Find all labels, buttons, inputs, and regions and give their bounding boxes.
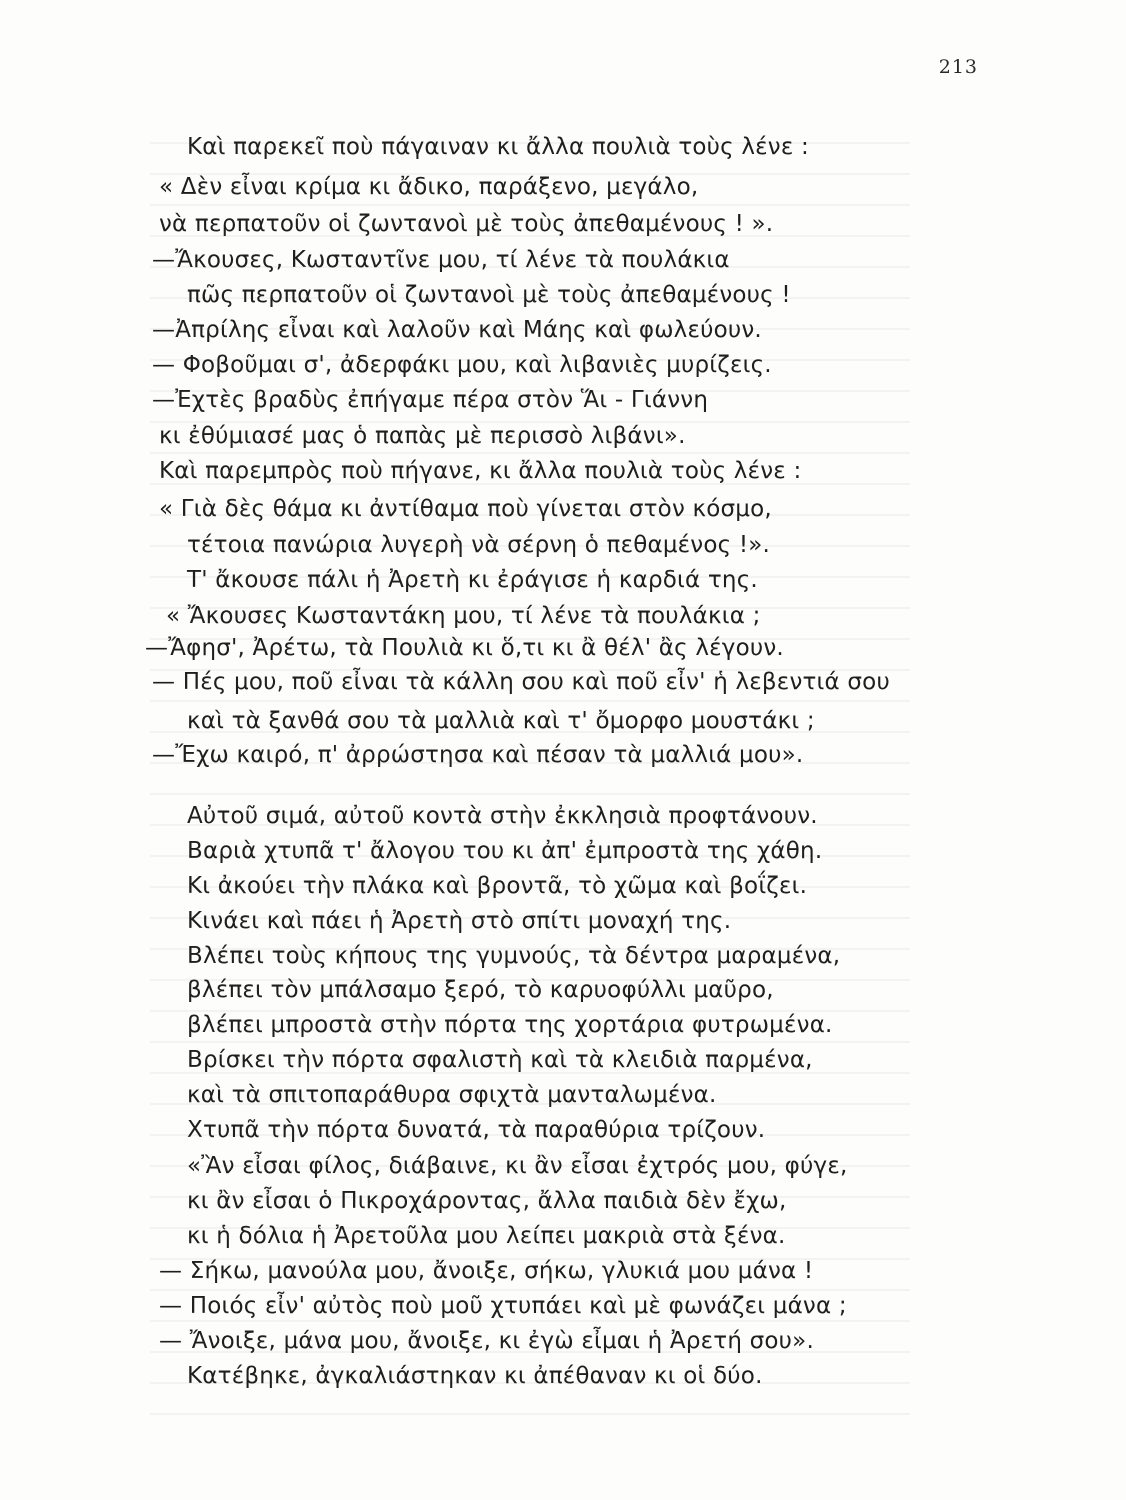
- verse-line: «Ἂν εἶσαι φίλος, διάβαινε, κι ἂν εἶσαι ἐχτρός μου, φύγε,: [187, 1153, 848, 1179]
- verse-line: « Ἄκουσες Κωσταντάκη μου, τί λένε τὰ πουλάκια ;: [166, 603, 761, 629]
- verse-line: Βαριὰ χτυπᾶ τ' ἄλογου του κι ἀπ' ἐμπροστὰ της χάθη.: [187, 838, 823, 864]
- verse-line: Κινάει καὶ πάει ἡ Ἀρετὴ στὸ σπίτι μοναχή της.: [187, 908, 732, 934]
- page-number: 213: [938, 56, 978, 78]
- verse-line: βλέπει τὸν μπάλσαμο ξερό, τὸ καρυοφύλλι μαῦρο,: [187, 977, 774, 1003]
- verse-line: — Πές μου, ποῦ εἶναι τὰ κάλλη σου καὶ ποῦ εἶν' ἡ λεβεντιά σου: [152, 669, 890, 695]
- verse-line: κι ἐθύμιασέ μας ὁ παπὰς μὲ περισσὸ λιβάνι».: [159, 423, 686, 449]
- verse-line: καὶ τὰ ξανθά σου τὰ μαλλιὰ καὶ τ' ὄμορφο μουστάκι ;: [187, 708, 815, 734]
- verse-line: κι ἂν εἶσαι ὁ Πικροχάροντας, ἄλλα παιδιὰ δὲν ἔχω,: [187, 1188, 787, 1214]
- verse-line: Βρίσκει τὴν πόρτα σφαλιστὴ καὶ τὰ κλειδιὰ παρμένα,: [187, 1047, 813, 1073]
- verse-line: Καὶ παρεμπρὸς ποὺ πήγανε, κι ἄλλα πουλιὰ τοὺς λένε :: [159, 458, 802, 484]
- verse-line: — Ἄνοιξε, μάνα μου, ἄνοιξε, κι ἐγὼ εἶμαι ἡ Ἀρετή σου».: [159, 1328, 814, 1354]
- verse-line: καὶ τὰ σπιτοπαράθυρα σφιχτὰ μανταλωμένα.: [187, 1082, 717, 1108]
- verse-line: « Δὲν εἶναι κρίμα κι ἄδικο, παράξενο, μεγάλο,: [159, 174, 699, 200]
- verse-line: Κι ἀκούει τὴν πλάκα καὶ βροντᾶ, τὸ χῶμα καὶ βοΐζει.: [187, 873, 808, 899]
- verse-line: τέτοια πανώρια λυγερὴ νὰ σέρνη ὁ πεθαμένος !».: [187, 532, 771, 558]
- verse-line: —Ἀπρίλης εἶναι καὶ λαλοῦν καὶ Μάης καὶ φωλεύουν.: [152, 317, 762, 343]
- verse-line: « Γιὰ δὲς θάμα κι ἀντίθαμα ποὺ γίνεται στὸν κόσμο,: [159, 496, 772, 522]
- verse-line: πῶς περπατοῦν οἱ ζωντανοὶ μὲ τοὺς ἀπεθαμένους !: [187, 282, 791, 308]
- verse-line: —Ἄκουσες, Κωσταντῖνε μου, τί λένε τὰ πουλάκια: [152, 247, 730, 273]
- verse-line: Χτυπᾶ τὴν πόρτα δυνατά, τὰ παραθύρια τρίζουν.: [187, 1117, 766, 1143]
- verse-line: — Σήκω, μανούλα μου, ἄνοιξε, σήκω, γλυκιά μου μάνα !: [159, 1258, 814, 1284]
- verse-line: Τ' ἄκουσε πάλι ἡ Ἀρετὴ κι ἐράγισε ἡ καρδιά της.: [187, 567, 758, 593]
- verse-line: —Ἄφησ', Ἀρέτω, τὰ Πουλιὰ κι ὅ,τι κι ἂ θέλ' ἂς λέγουν.: [145, 635, 784, 661]
- verse-line: Βλέπει τοὺς κήπους της γυμνούς, τὰ δέντρα μαραμένα,: [187, 943, 841, 969]
- verse-line: Κατέβηκε, ἀγκαλιάστηκαν κι ἀπέθαναν κι οἱ δύο.: [187, 1363, 763, 1389]
- verse-line: Καὶ παρεκεῖ ποὺ πάγαιναν κι ἄλλα πουλιὰ τοὺς λένε :: [187, 134, 809, 160]
- verse-line: — Φοβοῦμαι σ', ἀδερφάκι μου, καὶ λιβανιὲς μυρίζεις.: [152, 352, 772, 378]
- verse-line: — Ποιός εἶν' αὐτὸς ποὺ μοῦ χτυπάει καὶ μὲ φωνάζει μάνα ;: [159, 1293, 847, 1319]
- verse-line: Αὐτοῦ σιμά, αὐτοῦ κοντὰ στὴν ἐκκλησιὰ προφτάνουν.: [187, 803, 818, 829]
- verse-line: νὰ περπατοῦν οἱ ζωντανοὶ μὲ τοὺς ἀπεθαμένους ! ».: [159, 211, 774, 237]
- verse-line: —Ἐχτὲς βραδὺς ἐπήγαμε πέρα στὸν Ἅι - Γιάννη: [152, 387, 709, 413]
- verse-line: κι ἡ δόλια ἡ Ἀρετοῦλα μου λείπει μακριὰ στὰ ξένα.: [187, 1223, 786, 1249]
- verse-line: βλέπει μπροστὰ στὴν πόρτα της χορτάρια φυτρωμένα.: [187, 1012, 833, 1038]
- verse-line: —Ἔχω καιρό, π' ἀρρώστησα καὶ πέσαν τὰ μαλλιά μου».: [152, 742, 804, 768]
